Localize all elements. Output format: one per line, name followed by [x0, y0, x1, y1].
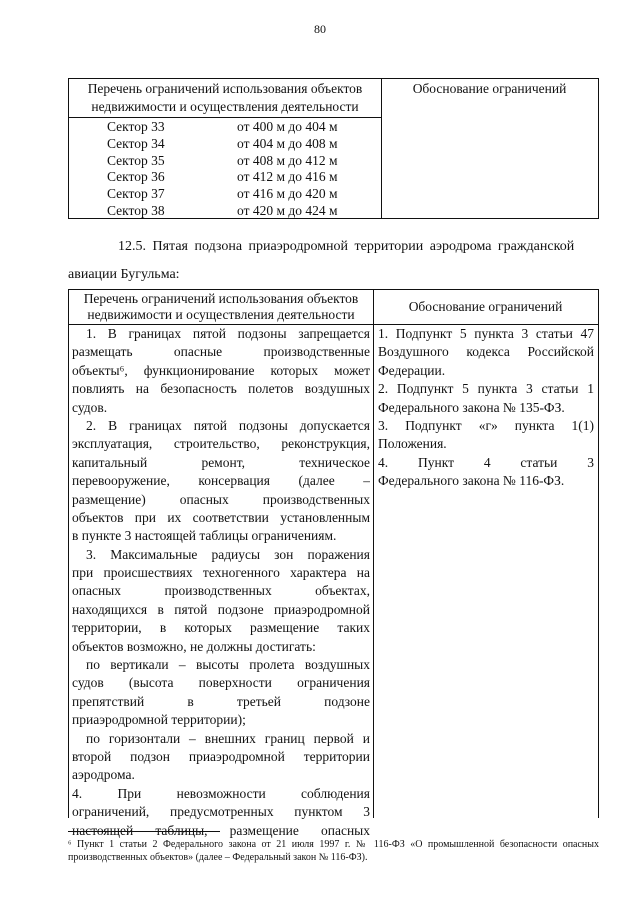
- sector-row: [69, 135, 381, 153]
- text-line: опасных производственных объектах,: [72, 583, 370, 599]
- sectors-table: [68, 78, 599, 219]
- sector-name: Сектор 36: [107, 169, 165, 185]
- sector-range: от 400 м до 404 м: [237, 119, 338, 134]
- footnote-line: ⁶ Пункт 1 статьи 2 Федерального закона от 21 июля 1997 г. № 116-ФЗ «О промышленной безопасности опасных: [68, 839, 599, 850]
- sector-row: [69, 185, 381, 203]
- sector-range: от 416 м до 420 м: [237, 186, 338, 202]
- text-line: Федерации.: [378, 362, 446, 378]
- text-line: 1. Подпункт 5 пункта 3 статьи 47: [378, 326, 594, 341]
- sector-row: [69, 168, 381, 186]
- text-line: Федерального закона № 116-ФЗ.: [378, 473, 565, 489]
- sector-range: от 408 м до 412 м: [237, 152, 338, 168]
- text-line: размещать опасные производственные: [72, 344, 370, 360]
- sector-name: Сектор 35: [107, 152, 165, 168]
- table-header-restrictions: Перечень ограничений использования объектов недвижимости и осуществления деятельности: [87, 81, 363, 114]
- text-line: в пункте 3 настоящей таблицы ограничениям.: [72, 528, 337, 544]
- text-line: второй подзон приаэродромной территории: [72, 748, 370, 764]
- table-header-grounds: Обоснование ограничений: [408, 299, 563, 314]
- text-line: при происшествиях техногенного характера на: [72, 565, 370, 581]
- text-line: объектов при их соответствии установленным: [72, 509, 370, 525]
- text-line: приаэродромной территории);: [72, 712, 246, 728]
- text-line: повлиять на безопасность полетов воздушных: [72, 381, 370, 397]
- text-line: Воздушного кодекса Российской: [378, 344, 594, 360]
- sector-name: Сектор 38: [107, 203, 165, 218]
- grounds-text: [378, 325, 594, 491]
- sector-row: [69, 118, 381, 136]
- footnote: [68, 838, 599, 864]
- column-divider: [373, 290, 374, 818]
- restrictions-text: [72, 325, 370, 840]
- sector-range: от 412 м до 416 м: [237, 169, 338, 185]
- footnote-rule: [68, 831, 220, 832]
- text-line: капитальный ремонт, техническое: [72, 454, 370, 470]
- text-line: 3. Подпункт «г» пункта 1(1): [378, 417, 594, 433]
- sector-name: Сектор 33: [107, 119, 165, 134]
- column-divider: [381, 79, 382, 218]
- text-line: по горизонтали – внешних границ первой и: [86, 730, 370, 746]
- text-line: аэродрома.: [72, 767, 135, 783]
- text-line: объектов возможно, не должны достигать:: [72, 638, 316, 654]
- text-line: перевооружение, консервация (далее –: [72, 473, 370, 489]
- text-line: 2. В границах пятой подзоны допускается: [86, 417, 370, 433]
- text-line: размещение) опасных производственных: [72, 491, 370, 507]
- text-line: 4. При невозможности соблюдения: [72, 785, 370, 801]
- text-line: по вертикали – высоты пролета воздушных: [86, 657, 370, 673]
- text-line: судов (высота поверхности ограничения: [72, 675, 370, 691]
- text-line: ограничений, предусмотренных пунктом 3: [72, 804, 370, 820]
- text-line: территории, в которых размещение таких: [72, 620, 370, 636]
- text-line: Федерального закона № 135-ФЗ.: [378, 399, 565, 415]
- sector-name: Сектор 34: [107, 135, 165, 151]
- text-line: 2. Подпункт 5 пункта 3 статьи 1: [378, 381, 594, 397]
- text-line: препятствий в третьей подзоне: [72, 693, 370, 709]
- page-number: 80: [314, 22, 326, 36]
- table-header-restrictions: Перечень ограничений использования объектов недвижимости и осуществления деятельности: [83, 291, 359, 322]
- text-line: настоящей таблицы, размещение опасных: [72, 822, 370, 838]
- text-line: судов.: [72, 399, 108, 415]
- table-header-grounds: Обоснование ограничений: [412, 81, 567, 96]
- sector-name: Сектор 37: [107, 186, 165, 202]
- text-line: находящихся в пятой подзоне приаэродромной: [72, 601, 370, 617]
- text-line: эксплуатация, строительство, реконструкция,: [72, 436, 370, 452]
- section-heading-line2: авиации Бугульма:: [68, 267, 180, 282]
- text-line: 3. Максимальные радиусы зон поражения: [86, 546, 370, 562]
- sector-row: [69, 152, 381, 170]
- sector-row: [69, 202, 381, 220]
- sector-range: от 420 м до 424 м: [237, 203, 338, 218]
- text-line: 1. В границах пятой подзоны запрещается: [86, 326, 370, 341]
- text-line: Положения.: [378, 436, 447, 452]
- footnote-line: производственных объектов» (далее – Федеральный закон № 116-ФЗ).: [68, 852, 368, 863]
- section-heading-line1: 12.5. Пятая подзона приаэродромной территории аэродрома гражданской: [118, 239, 575, 254]
- restrictions-table: [68, 289, 599, 838]
- sector-range: от 404 м до 408 м: [237, 135, 338, 151]
- text-line: 4. Пункт 4 статьи 3: [378, 454, 594, 470]
- text-line: объекты⁶, функционирование которых может: [72, 362, 370, 378]
